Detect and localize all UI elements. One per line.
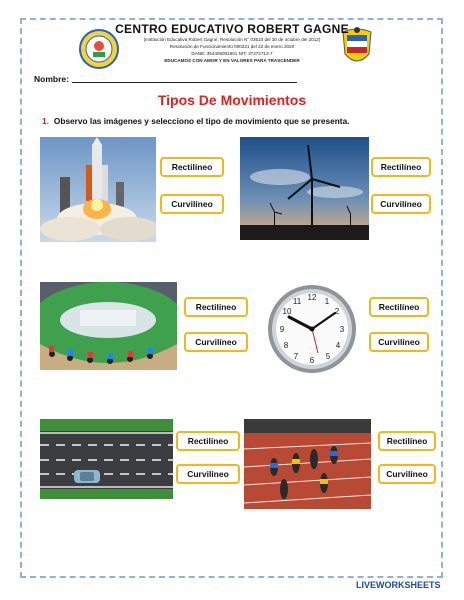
header-resolution: (Institución Educativa Robert Gagné, Resolución N° 03510 del 30 de octubre del 2012) [143, 37, 321, 42]
svg-text:3: 3 [339, 325, 345, 334]
item6-option-rectilineo[interactable]: Rectilíneo [378, 431, 436, 451]
svg-text:1: 1 [324, 297, 330, 306]
item2-option-curvilineo[interactable]: Curvilíneo [371, 194, 431, 214]
item1-option-rectilineo[interactable]: Rectilíneo [160, 157, 224, 177]
item2-option-rectilineo[interactable]: Rectilíneo [371, 157, 431, 177]
item1-option-curvilineo[interactable]: Curvilíneo [160, 194, 224, 214]
name-input-line[interactable] [72, 82, 297, 83]
item6-option-curvilineo[interactable]: Curvilíneo [378, 464, 436, 484]
svg-text:11: 11 [292, 297, 302, 306]
svg-text:2: 2 [334, 307, 340, 316]
header-motto: EDUCAMOS CON AMOR Y EN VALORES PARA TRASCENDER [164, 58, 300, 63]
wall-clock-image [262, 281, 362, 377]
liveworksheets-brand: LIVEWORKSHEETS [356, 580, 441, 590]
item4-option-rectilineo[interactable]: Rectilíneo [369, 297, 429, 317]
school-header [82, 22, 382, 64]
item4-option-curvilineo[interactable]: Curvilíneo [369, 332, 429, 352]
cycling-velodrome-image [40, 282, 177, 370]
header-dane: DANE: 354405001801 NIT: 37272712-7 [191, 51, 273, 56]
svg-text:5: 5 [325, 352, 331, 361]
wind-turbine-image [240, 137, 369, 240]
item5-option-rectilineo[interactable]: Rectilíneo [176, 431, 240, 451]
liveworksheets-logo[interactable] [356, 580, 441, 590]
worksheet-title: Tipos De Movimientos [157, 92, 307, 108]
svg-text:10: 10 [282, 307, 292, 316]
item3-option-rectilineo[interactable]: Rectilíneo [184, 297, 248, 317]
car-on-road-image [40, 419, 173, 499]
item3-option-curvilineo[interactable]: Curvilíneo [184, 332, 248, 352]
instruction [42, 116, 350, 126]
svg-text:7: 7 [293, 352, 299, 361]
header-operation: Resolución de Funcionamiento 000221 del 22 de enero 2020 [169, 44, 295, 49]
item5-option-curvilineo[interactable]: Curvilíneo [176, 464, 240, 484]
svg-text:8: 8 [283, 341, 289, 350]
svg-text:4: 4 [335, 341, 341, 350]
sprinters-race-image [244, 419, 371, 509]
svg-text:6: 6 [309, 356, 315, 365]
instruction-number: 1. [42, 116, 49, 126]
school-name: CENTRO EDUCATIVO ROBERT GAGNE [115, 22, 349, 36]
svg-text:12: 12 [307, 293, 317, 302]
rocket-launch-image [40, 137, 156, 242]
instruction-text: Observo las imágenes y selecciono el tipo de movimiento que se presenta. [53, 116, 350, 126]
name-label: Nombre: [34, 74, 69, 84]
svg-text:9: 9 [279, 325, 285, 334]
